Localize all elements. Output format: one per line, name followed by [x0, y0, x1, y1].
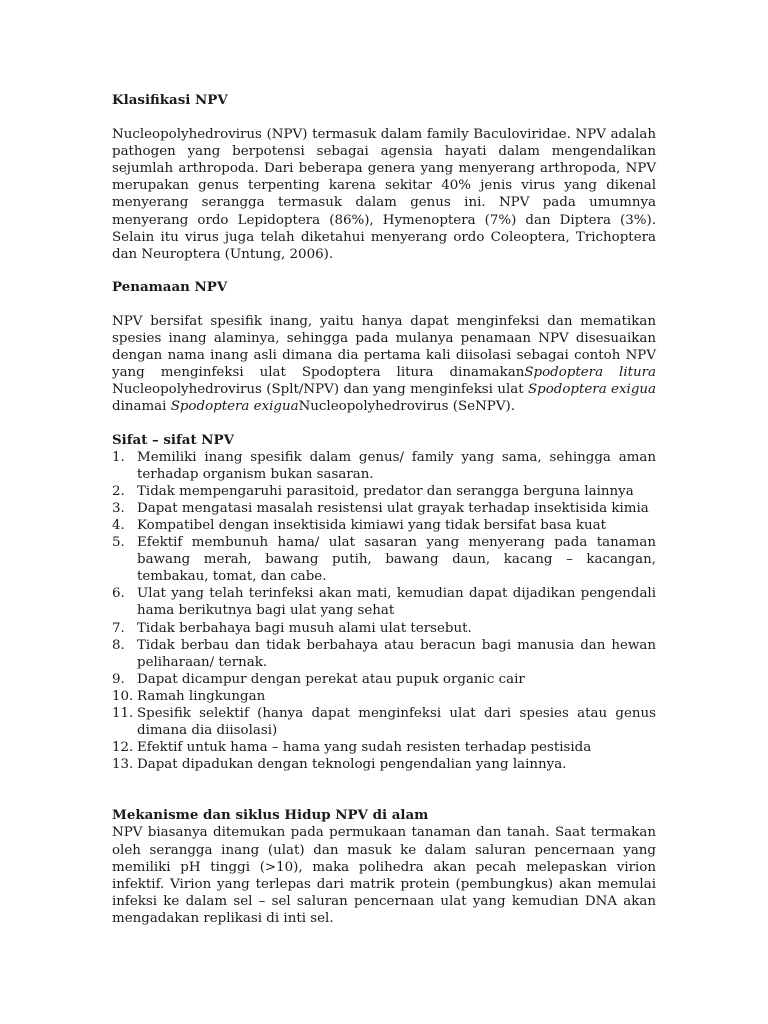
- list-text: Spesifik selektif (hanya dapat menginfeksi ulat dari spesies atau genus dimana dia diisolasi): [137, 706, 656, 739]
- list-item: [112, 637, 656, 671]
- list-number: 8.: [112, 637, 125, 653]
- document-page: [112, 92, 656, 927]
- sifat-list: [112, 449, 656, 774]
- list-item: [112, 756, 656, 773]
- list-item: [112, 483, 656, 500]
- list-item: [112, 671, 656, 688]
- heading-klasifikasi: Klasifikasi NPV: [112, 92, 228, 108]
- list-item: [112, 449, 656, 483]
- penamaan-text-1: NPV bersifat spesifik inang, yaitu hanya dapat menginfeksi dan mematikan spesies inang alaminya, sehingga pada mulanya penamaan NPV disesuaikan dengan nama inang asli dimana dia pertama kali diisolasi sebagai contoh NPV yang menginfeksi ulat Spodoptera litura dinamakan: [112, 313, 656, 381]
- heading-penamaan: Penamaan NPV: [112, 278, 228, 295]
- heading-mekanisme: Mekanisme dan siklus Hidup NPV di alam: [112, 807, 429, 824]
- penamaan-text-2: Nucleopolyhedrovirus (Splt/NPV) dan yang menginfeksi ulat: [112, 382, 528, 398]
- penamaan-text-3: dinamai: [112, 399, 171, 415]
- list-item: [112, 500, 656, 517]
- list-text: Ramah lingkungan: [137, 688, 266, 704]
- list-text: Ulat yang telah terinfeksi akan mati, kemudian dapat dijadikan pengendali hama berikutnya bagi ulat yang sehat: [137, 586, 656, 619]
- list-number: 7.: [112, 620, 125, 636]
- list-item: [112, 688, 656, 705]
- list-text: Dapat mengatasi masalah resistensi ulat grayak terhadap insektisida kimia: [137, 500, 649, 516]
- list-text: Tidak berbahaya bagi musuh alami ulat tersebut.: [137, 620, 472, 636]
- list-number: 10.: [112, 688, 134, 704]
- list-text: Efektif membunuh hama/ ulat sasaran yang menyerang pada tanaman bawang merah, bawang putih, bawang daun, kacang – kacangan, tembakau, tomat, dan cabe.: [137, 535, 656, 585]
- heading-sifat: Sifat – sifat NPV: [112, 431, 235, 448]
- list-number: 5.: [112, 535, 125, 551]
- list-number: 3.: [112, 500, 125, 516]
- list-number: 2.: [112, 483, 125, 499]
- paragraph-mekanisme: NPV biasanya ditemukan pada permukaan tanaman dan tanah. Saat termakan oleh serangga inang (ulat) dan masuk ke dalam saluran pencernaan yang memiliki pH tinggi (>10), maka polihedra akan pecah melepaskan virion infektif. Virion yang terlepas dari matrik protein (pembungkus) akan memulai infeksi ke dalam sel – sel saluran pencernaan ulat yang kemudian DNA akan mengadakan replikasi di inti sel.: [112, 825, 656, 926]
- list-number: 9.: [112, 671, 125, 687]
- list-number: 6.: [112, 586, 125, 602]
- list-item: [112, 705, 656, 739]
- penamaan-italic-3: Spodoptera exigua: [170, 399, 299, 415]
- penamaan-italic-1: Spodoptera litura: [524, 365, 656, 381]
- list-number: 12.: [112, 740, 134, 756]
- list-text: Kompatibel dengan insektisida kimiawi yang tidak bersifat basa kuat: [137, 517, 607, 533]
- list-text: Tidak berbau dan tidak berbahaya atau beracun bagi manusia dan hewan peliharaan/ ternak.: [137, 637, 656, 670]
- paragraph-klasifikasi: Nucleopolyhedrovirus (NPV) termasuk dalam family Baculoviridae. NPV adalah pathogen yang berpotensi sebagai agensia hayati dalam mengendalikan sejumlah arthropoda. Dari beberapa genera yang menyerang arthropoda, NPV merupakan genus terpenting karena sekitar 40% jenis virus yang dikenal menyerang serangga termasuk dalam genus ini. NPV pada umumnya menyerang ordo Lepidoptera (86%), Hymenoptera (7%) dan Diptera (3%). Selain itu virus juga telah diketahui menyerang ordo Coleoptera, Trichoptera dan Neuroptera (Untung, 2006).: [112, 127, 656, 262]
- list-item: [112, 620, 656, 637]
- list-item: [112, 739, 656, 756]
- list-text: Dapat dicampur dengan perekat atau pupuk organic cair: [137, 671, 525, 687]
- penamaan-text-4: Nucleopolyhedrovirus (SeNPV).: [298, 399, 515, 415]
- list-number: 1.: [112, 449, 125, 465]
- paragraph-penamaan: [112, 313, 656, 416]
- list-text: Dapat dipadukan dengan teknologi pengendalian yang lainnya.: [137, 757, 567, 773]
- list-text: Tidak mempengaruhi parasitoid, predator dan serangga berguna lainnya: [137, 483, 634, 499]
- list-text: Memiliki inang spesifik dalam genus/ family yang sama, sehingga aman terhadap organism bukan sasaran.: [137, 449, 656, 482]
- penamaan-italic-2: Spodoptera exigua: [527, 382, 656, 398]
- list-text: Efektif untuk hama – hama yang sudah resisten terhadap pestisida: [137, 740, 592, 756]
- list-number: 13.: [112, 757, 134, 773]
- list-number: 11.: [112, 706, 134, 721]
- list-number: 4.: [112, 517, 125, 533]
- list-item: [112, 534, 656, 585]
- list-item: [112, 585, 656, 619]
- list-item: [112, 517, 656, 534]
